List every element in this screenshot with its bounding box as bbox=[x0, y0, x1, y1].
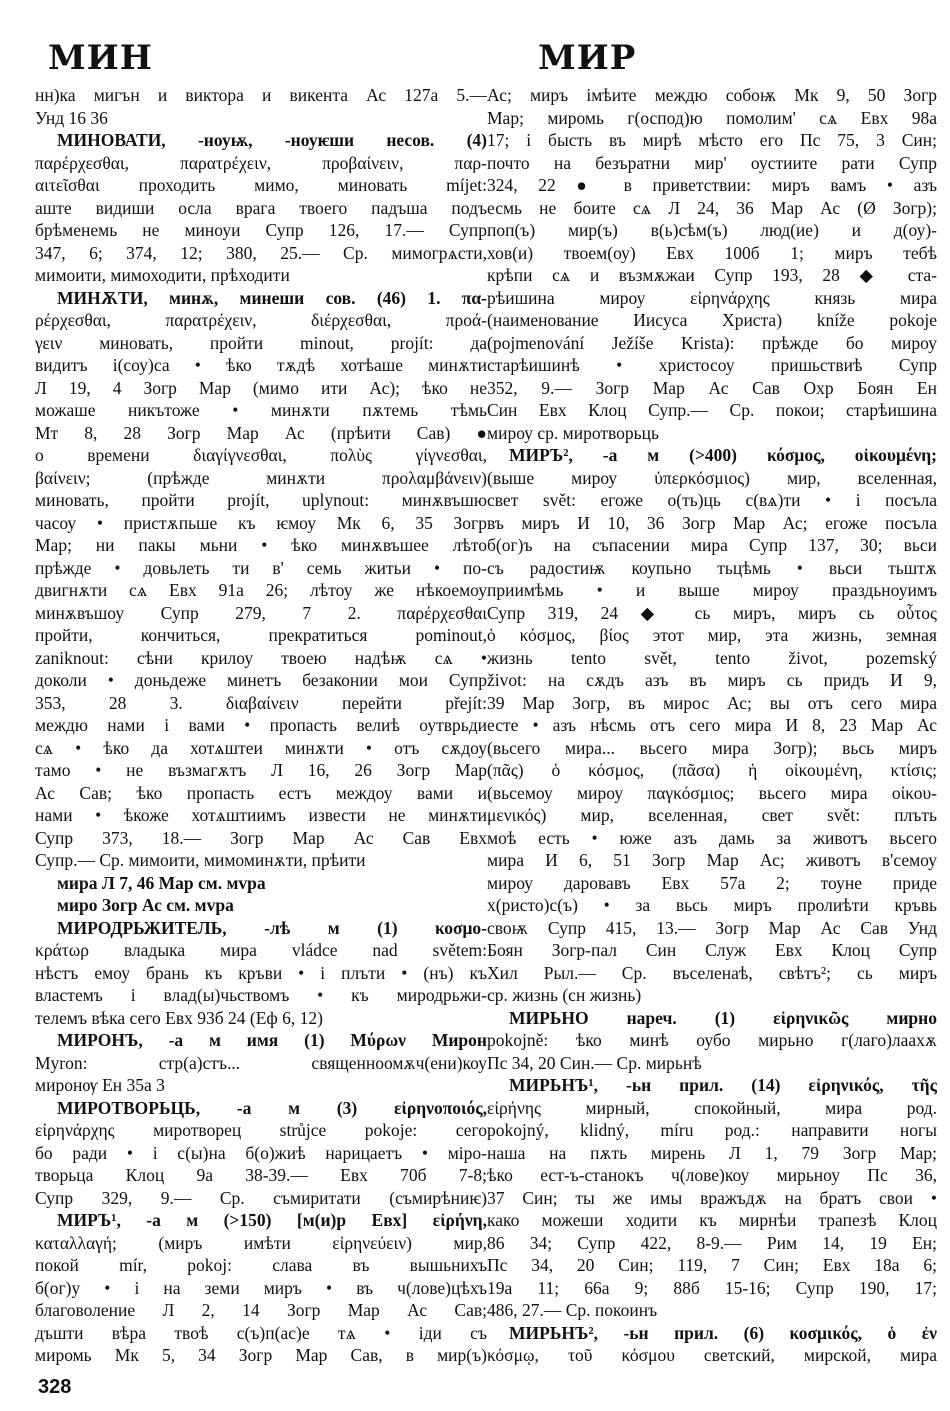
text-line: междю нами і вами • пропасть велиѣ оутврьди bbox=[35, 715, 487, 735]
text-line: мимоити, мимоходити, прѣходити bbox=[35, 265, 290, 285]
text-line: Супр 329, 9.— Ср. съмиритати (съмирѣниѥ) bbox=[35, 1187, 487, 1208]
text-line: (pojmenování Ježíše Krista): прѣжде бо мироу bbox=[487, 332, 937, 353]
dictionary-entry-line: МИРЬНЪ¹, -ьн прил. (14) εἰρηνικός, τῆς bbox=[509, 1075, 937, 1095]
text-line: Мар; миромь г(оспод)ю помолим' сѧ Евх 98а bbox=[487, 107, 937, 128]
text-line: 17; і бысть въ мирѣ мѣсто его Пс 75, 3 Син; bbox=[487, 130, 937, 150]
text-line: покой mír, pokoj: слава въ вышьнихъ bbox=[35, 1255, 487, 1275]
text-line: Мт 8, 28 Зогр Мар Ас (прѣити Сав) ● bbox=[35, 422, 487, 443]
text-line: (вьсемоу мироу παγκόσμιος; вьсего мира οἰκου- bbox=[487, 782, 937, 803]
text-line: брѣменемь не миноуи Супр 126, 17.— Супр bbox=[35, 220, 487, 240]
text-line: 486, 27.— Ср. покоинъ bbox=[487, 1300, 658, 1320]
text-line: крѣпи сѧ и възмѫжаи Супр 193, 28 ◆ ста- bbox=[487, 265, 937, 285]
text-line: Л 19, 4 Зогр Мар (мимо ити Ас); ѣко не bbox=[35, 377, 487, 398]
text-line: ѣко ест-ъ-станокъ ч(лове)коу мирьноу Пс 36, bbox=[487, 1165, 937, 1185]
running-head-right: МИР bbox=[538, 38, 637, 78]
text-line: мира И 6, 51 Зогр Мар Ас; животъ в'семоу bbox=[487, 850, 937, 870]
text-line: тамо • не възмагѫтъ Л 16, 26 Зогр Мар bbox=[35, 760, 487, 780]
dictionary-entry-line: МИРОДРЬЖИТЕЛЬ, -лѣ м (1) κοσμο- bbox=[57, 917, 487, 938]
text-line: Хил Рыл.— Ср. въселенаѣ, свѣтъ²; сь миръ bbox=[487, 962, 937, 983]
text-line: Супр 319, 24 ◆ сь миръ, миръ сь οὗτος bbox=[487, 602, 937, 623]
text-line: старѣишинѣ • христосоу пришьствиѣ Супр bbox=[487, 355, 937, 375]
text-line: въ миръ И 10, 36 Зогр Мар Ас; егоже посъла bbox=[487, 512, 937, 533]
text-line: моѣ есть • юже азъ дамь за животъ вьсего bbox=[487, 827, 937, 848]
text-line: ὁ κόσμος, βίος этот мир, эта жизнь, земная bbox=[487, 625, 937, 645]
text-line: παρέρχεσθαι, παρατρέχειν, προβαίνειν, παρ- bbox=[35, 152, 487, 173]
text-line: б(ог)ъ на съпасении мира Супр 137, 30; вьси bbox=[487, 535, 937, 555]
dictionary-entry-line: МИНѪТИ, минѫ, минеши сов. (46) 1. πα- bbox=[57, 287, 487, 308]
text-line: κόσμῳ, τοῦ κόσμου светский, мирской, мира bbox=[487, 1345, 937, 1365]
text-line: βαίνειν; (прѣжде минѫти προλαμβάνειν) bbox=[35, 467, 487, 488]
text-line: доколи • доньдеже минетъ безаконии мои Супр bbox=[35, 670, 487, 690]
text-line: дъшти вѣра твоѣ с(ъ)п(ас)е тѧ • іди съ bbox=[35, 1322, 487, 1343]
text-line: нѣстъ емоу брань къ кръви • і плъти • (нъ) къ bbox=[35, 962, 487, 983]
text-line: часоу • пристѫпьше къ ѥмоу Мк 6, 35 Зогр bbox=[35, 512, 487, 533]
text-line: Супр 373, 18.— Зогр Мар Ас Сав Евх bbox=[35, 827, 487, 848]
text-line: видитъ і(соу)са • ѣко тѫдѣ хотѣаше минѫти bbox=[35, 355, 487, 375]
text-line: хов(и) твоем(оу) Евх 100б 1; миръ тебѣ bbox=[487, 242, 937, 263]
text-line: почто на безъратни мир' оустиите рати Супр bbox=[487, 152, 937, 173]
text-line: благоволение Л 2, 14 Зогр Мар Ас Сав; bbox=[35, 1300, 487, 1320]
text-line: 352, 9.— Зогр Мар Ас Сав Охр Боян Ен bbox=[487, 377, 937, 398]
text-line: б(ог)у • і на земи миръ • въ ч(лове)цѣхъ bbox=[35, 1277, 487, 1298]
text-line: αιτεῖσθαι проходить мимо, миновать míjet: bbox=[35, 175, 487, 195]
running-head-left: МИН bbox=[48, 38, 153, 78]
dictionary-entry-line: МИРОТВОРЬЦЬ, -а м (3) εἰρηνοποιός, bbox=[57, 1097, 487, 1118]
text-line: život: на сѫдъ азъ въ миръ сь придъ И 9, bbox=[487, 670, 937, 690]
dictionary-entry-line: МИРЪ¹, -а м (>150) [м(и)р Евх] εἰρήνη, bbox=[57, 1210, 487, 1230]
text-line: о времени διαγίγνεσθαι, πολὺς γίγνεσθαι, bbox=[35, 445, 487, 465]
text-line: рѣишина мироу εἰρηνάρχης князь мира bbox=[487, 287, 937, 308]
dictionary-entry-line: МИРЬНО нареч. (1) εἰρηνικῶς мирно bbox=[509, 1007, 937, 1028]
text-line: наша на пѫть мирень Л 1, 79 Зогр Мар; bbox=[487, 1142, 937, 1163]
text-line: κράτωρ владыка мира vládce nad světem: bbox=[35, 940, 487, 960]
text-line: Ас; миръ імѣите междю собоѭ Мк 9, 50 Зогр bbox=[487, 85, 937, 105]
text-line: ρέρχεσθαι, παρατρέχειν, διέρχεσθαι, προά- bbox=[35, 310, 487, 330]
text-line: Пс 34, 20 Син.— Ср. мирьнѣ bbox=[487, 1052, 702, 1073]
text-line: минѫвъшоу Супр 279, 7 2. παρέρχεσθαι bbox=[35, 602, 487, 623]
text-line: мироу даровавъ Евх 57а 2; тоуне приде bbox=[487, 872, 937, 893]
text-line: миромь Мк 5, 34 Зогр Мар Сав, в мир(ъ) bbox=[35, 1345, 487, 1365]
text-line: εἰρηνάρχης миротворец strůjce pokoje: сего bbox=[35, 1120, 487, 1140]
text-line: своѭ Супр 415, 13.— Зогр Мар Ас Сав Унд bbox=[487, 917, 937, 938]
text-line: нами • ѣкоже хотѧштиимъ извести не минѫти bbox=[35, 805, 487, 825]
text-line: прѣжде • довьлеть ти в' семь житьи • по- bbox=[35, 557, 487, 578]
text-line: властемъ і влад(ы)чьствомъ • къ миродрьжи- bbox=[35, 985, 487, 1005]
text-line: Myron: стр(а)стъ... священноомѫч(ени)коу bbox=[35, 1052, 487, 1073]
text-line: жизнь tento svět, tento život, pozemský bbox=[487, 647, 937, 668]
text-line: Супр.— Ср. мимоити, мимоминѫти, прѣити bbox=[35, 850, 366, 870]
page-number: 328 bbox=[38, 1376, 72, 1398]
dictionary-entry-line: МИРОНЪ, -а м имя (1) Μύρων Мирон bbox=[57, 1030, 487, 1050]
text-line: съ радостиѭ коупьно тьцѣмь • вьси тьштѫ bbox=[487, 557, 937, 578]
text-line: творьца Клоц 9а 38-39.— Евх 70б 7-8; bbox=[35, 1165, 487, 1185]
text-line: εἰρήνης мирный, спокойный, мира род. bbox=[487, 1097, 937, 1118]
text-line: нн)ка мигън и виктора и викента Ас 127а 5.— bbox=[35, 85, 487, 105]
text-line: Боян Зогр-пал Син Служ Евх Клоц Супр bbox=[487, 940, 937, 960]
dictionary-entry-line: МИРЬНЪ², -ьн прил. (6) κοσμικός, ὁ ἐν bbox=[509, 1322, 937, 1343]
text-line: Мар; ни пакы мьни • ѣко минѫвъшее лѣто bbox=[35, 535, 487, 555]
text-line: (вьсего мира... вьсего мира Зогр); вьсь миръ bbox=[487, 737, 937, 758]
dictionary-entry-line: МИНОВАТИ, -ноуѭ, -ноуѥши несов. (4) bbox=[57, 130, 487, 150]
text-line: приимѣмь • и выше мироу праздьноуимъ bbox=[487, 580, 937, 600]
text-line: Унд 16 36 bbox=[35, 107, 108, 128]
text-line: бо ради • і с(ы)на б(о)жиѣ нарицаетъ • міро- bbox=[35, 1142, 487, 1163]
text-line: телемъ вѣка сего Евх 93б 24 (Еф 6, 12) bbox=[35, 1007, 323, 1028]
text-line: Син Евх Клоц Супр.— Ср. покои; старѣишина bbox=[487, 400, 937, 420]
text-line: двигнѫти сѧ Евх 91а 26; лѣтоу же нѣкоемоу bbox=[35, 580, 487, 600]
text-line: миновать, пройти projít, uplynout: минѫвъшю bbox=[35, 490, 487, 510]
text-line: pokojný, klidný, míru род.: направити ногы bbox=[487, 1120, 937, 1140]
dictionary-entry-line: миро Зогр Ас см. мvра bbox=[57, 895, 234, 915]
text-line: есте • азъ нѣсмь отъ сего мира И 8, 23 Мар Ас bbox=[487, 715, 937, 735]
left-column bbox=[35, 84, 487, 1367]
text-line: Ас Сав; ѣко пропасть естъ междоу вами и bbox=[35, 782, 487, 803]
text-line: поп(ъ) мир(ъ) в(ь)сѣм(ъ) люд(ие) и д(оу)- bbox=[487, 220, 937, 240]
text-line: 353, 28 3. διαβαίνειν перейти přejít: bbox=[35, 692, 487, 713]
text-line: μενικός) мир, вселенная, свет svět: плъть bbox=[487, 805, 937, 825]
text-line: 19а 11; 66а 9; 88б 15-16; Супр 190, 17; bbox=[487, 1277, 937, 1298]
text-line: (наименование Иисуса Христа) kníže pokoje bbox=[487, 310, 937, 330]
text-line: сѧ • ѣко да хотѧштеи минѫти • отъ сѫдоу bbox=[35, 737, 487, 758]
text-line: zaniknout: сѣни крилоу твоею надѣѭ сѧ • bbox=[35, 647, 487, 668]
text-line: свет svět: егоже о(ть)ць с(вѧ)ти • і посъла bbox=[487, 490, 937, 510]
text-line: καταλλαγή; (миръ имѣти εἰρηνεύειν) мир, bbox=[35, 1232, 487, 1253]
text-line: 347, 6; 374, 12; 380, 25.— Ср. мимогрѧсти, bbox=[35, 242, 487, 263]
text-line: 37 Син; ты же имы вражъдѫ на братъ свои • bbox=[487, 1187, 937, 1208]
text-line: есмь не боите сѧ Л 24, 36 Мар Ас (Ø Зогр); bbox=[487, 197, 937, 218]
text-line: ср. жизнь (сн жизнь) bbox=[487, 985, 642, 1005]
text-line: пройти, кончиться, прекратиться pominout, bbox=[35, 625, 487, 645]
text-line: х(ристо)с(ъ) • за вьсь миръ пролиѣти кръвь bbox=[487, 895, 937, 915]
text-line: 39 Мар Зогр, въ мирос Ас; вы отъ сего мира bbox=[487, 692, 937, 713]
dictionary-entry-line: МИРЪ², -а м (>400) κόσμος, οἰκουμένη; bbox=[509, 445, 937, 465]
text-line: како можеши ходити къ мирнѣи трапезѣ Клоц bbox=[487, 1210, 937, 1230]
dictionary-entry-line: мира Л 7, 46 Мар см. мvра bbox=[57, 872, 266, 893]
text-line: аште видиши осла врага твоего падъша подъ bbox=[35, 197, 487, 218]
text-line: (выше мироу ὑπερκόσμιος) мир, вселенная, bbox=[487, 467, 937, 488]
text-line: миронѹ Ен 35а 3 bbox=[35, 1075, 165, 1095]
text-line: pokojně: ѣко минѣ оубо мирьно г(лаго)лаахѫ bbox=[487, 1030, 937, 1050]
text-line: 86 34; Супр 422, 8-9.— Рим 14, 19 Ен; bbox=[487, 1232, 937, 1253]
text-line: можаше никътоже • минѫти пѫтемь тѣмь bbox=[35, 400, 487, 420]
text-line: Пс 34, 20 Син; 119, 7 Син; Евх 18а 6; bbox=[487, 1255, 937, 1275]
text-line: 324, 22 ● в приветствии: миръ вамъ • азъ bbox=[487, 175, 937, 195]
text-line: γειν миновать, пройти minout, projít: да bbox=[35, 332, 487, 353]
text-line: мироу ср. миротворьць bbox=[487, 422, 659, 443]
right-column bbox=[487, 84, 937, 1367]
text-line: (πᾶς) ὁ κόσμος, (πᾶσα) ἡ οἰκουμένη, κτίσις; bbox=[487, 760, 937, 780]
